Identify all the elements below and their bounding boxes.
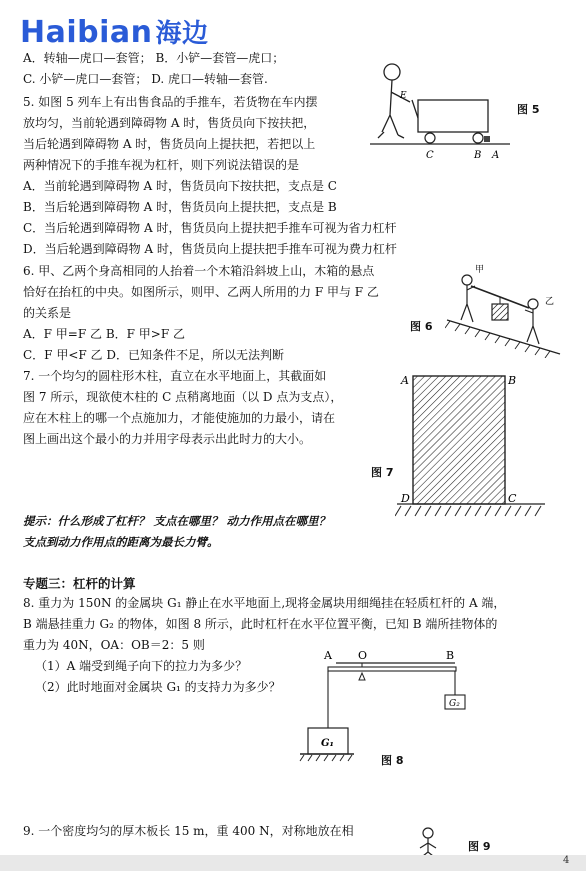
q5-option-b: B．当后轮遇到障碍物 A 时，售货员向上提扶把，支点是 B: [23, 200, 337, 214]
q7-stem-3: 应在木柱上的哪一个点施加力，才能使施加的力最小，请在: [23, 411, 336, 425]
figure-9-person: [410, 826, 450, 856]
fig7-label-c: C: [508, 492, 517, 505]
q7-stem-2: 图 7 所示，现欲使木柱的 C 点稍离地面（以 D 点为支点），: [23, 390, 343, 404]
fig8-label-o: O: [358, 649, 368, 662]
figure-6-caption: 图 6: [410, 320, 433, 333]
q5-stem-1: 5. 如图 5 列车上有出售食品的手推车，若货物在车内摆: [23, 95, 318, 109]
figure-9-caption: 图 9: [468, 840, 491, 853]
q8-sub-2: （2）此时地面对金属块 G₁ 的支持力为多少？: [35, 680, 281, 694]
figure-5-caption: 图 5: [517, 103, 540, 116]
fig7-label-d: D: [401, 492, 410, 505]
figure-5-cart: [370, 60, 515, 165]
q6-options-ab: A．F 甲=F 乙 B．F 甲>F 乙: [23, 327, 185, 341]
q4-options-ab: A．转轴—虎口—套管； B．小铲—套管—虎口；: [23, 51, 285, 65]
fig8-label-b: B: [446, 649, 455, 662]
q8-stem-3: 重力为 40N，OA：OB＝2：5 则: [23, 638, 205, 652]
section-3-heading: 专题三：杠杆的计算: [23, 576, 136, 591]
q6-stem-3: 的关系是: [23, 306, 72, 320]
fig8-label-g1: G₁: [321, 738, 334, 749]
hint-line-1: 提示：什么形成了杠杆？ 支点在哪里？ 动力作用点在哪里？: [23, 514, 331, 528]
q6-stem-2: 恰好在抬杠的中央。如图所示，则甲、乙两人所用的力 F 甲与 F 乙: [23, 285, 379, 299]
q8-stem-1: 8. 重力为 150N 的金属块 G₁ 静止在水平地面上,现将金属块用细绳挂在轻质杠杆的 A 端，: [23, 596, 506, 610]
q5-stem-4: 两种情况下的手推车视为杠杆，则下列说法错误的是: [23, 158, 300, 172]
fig5-label-e: E: [400, 91, 407, 101]
figure-6-slope: [445, 258, 565, 358]
q5-stem-3: 当后轮遇到障碍物 A 时，售货员向上提扶把，若把以上: [23, 137, 316, 151]
fig5-label-c: C: [426, 150, 434, 161]
q7-stem-4: 图上画出这个最小的力并用字母表示出此时力的大小。: [23, 432, 312, 446]
q5-option-c: C．当后轮遇到障碍物 A 时，售货员向上提扶把手推车可视为省力杠杆: [23, 221, 397, 235]
q7-stem-1: 7. 一个均匀的圆柱形木柱，直立在水平地面上，其截面如: [23, 369, 327, 383]
q5-option-d: D．当后轮遇到障碍物 A 时，售货员向上提扶把手推车可视为费力杠杆: [23, 242, 397, 256]
q6-stem-1: 6. 甲、乙两个身高相同的人抬着一个木箱沿斜坡上山，木箱的悬点: [23, 264, 375, 278]
q4-options-cd: C. 小铲—虎口—套管； D. 虎口—转轴—套管.: [23, 72, 268, 86]
figure-7-caption: 图 7: [371, 466, 394, 479]
q8-sub-1: （1）A 端受到绳子向下的拉力为多少？: [35, 659, 248, 673]
fig5-label-a: A: [492, 150, 500, 161]
fig5-label-b: B: [474, 150, 482, 161]
fig8-label-a: A: [324, 649, 332, 662]
fig6-label-jia: 甲: [475, 265, 485, 275]
fig8-label-g2: G₂: [449, 699, 460, 709]
brand-logo: Haibian 海边: [20, 15, 209, 50]
figure-8-caption: 图 8: [381, 754, 404, 767]
q8-stem-2: B 端悬挂重力 G₂ 的物体，如图 8 所示，此时杠杆在水平位置平衡，已知 B 端所挂物体的: [23, 617, 498, 631]
hint-line-2: 支点到动力作用点的距离为最长力臂。: [23, 535, 219, 549]
q5-option-a: A．当前轮遇到障碍物 A 时，售货员向下按扶把，支点是 C: [23, 179, 337, 193]
fig6-label-yi: 乙: [545, 297, 555, 307]
page-number: 4: [563, 855, 570, 866]
q5-stem-2: 放均匀，当前轮遇到障碍物 A 时，售货员向下按扶把，: [23, 116, 316, 130]
figure-7-column: [395, 370, 550, 530]
fig7-label-a: A: [401, 374, 409, 387]
q9-stem-1: 9. 一个密度均匀的厚木板长 15 m，重 400 N，对称地放在相: [23, 824, 354, 838]
q6-options-cd: C．F 甲<F 乙 D．已知条件不足，所以无法判断: [23, 348, 284, 362]
page-footer-bar: [0, 855, 586, 871]
fig7-label-b: B: [508, 374, 517, 387]
